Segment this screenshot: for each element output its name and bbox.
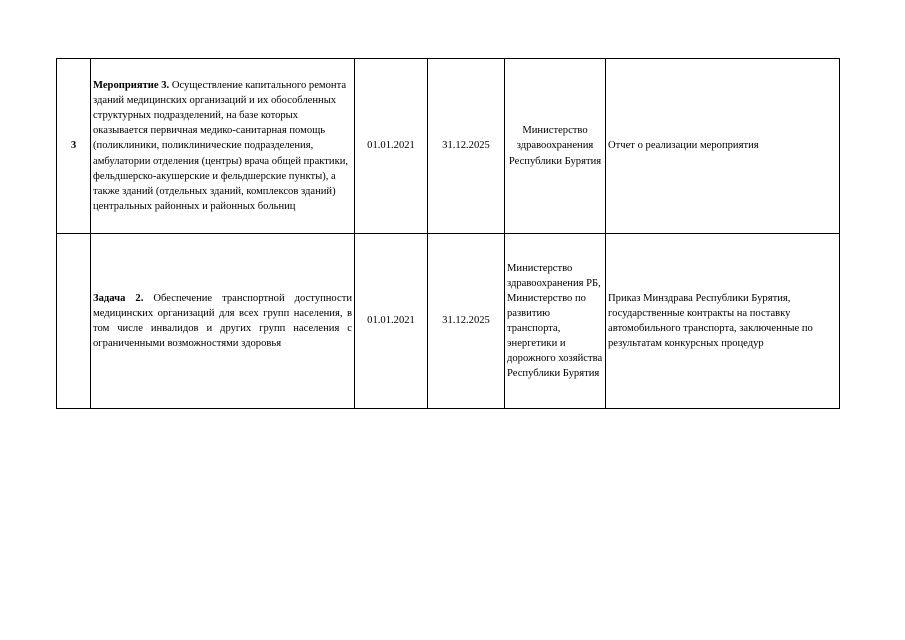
table-row	[57, 59, 840, 234]
end-date: 31.12.2025	[428, 234, 505, 409]
executor: Министерство здравоохранения Республики Бурятия	[505, 59, 606, 234]
row-number: 3	[57, 59, 91, 234]
row-number	[57, 234, 91, 409]
executor: Министерство здравоохранения РБ, Министерство по развитию транспорта, энергетики и дорожного хозяйства Республики Бурятия	[505, 234, 606, 409]
task-description-cell	[91, 234, 355, 409]
activities-table	[56, 58, 840, 409]
expected-result: Приказ Минздрава Республики Бурятия, государственные контракты на поставку автомобильного транспорта, заключенные по результатам конкурсных процедур	[606, 234, 840, 409]
end-date: 31.12.2025	[428, 59, 505, 234]
start-date: 01.01.2021	[355, 234, 428, 409]
activity-title: Мероприятие 3.	[93, 80, 170, 92]
activity-description-cell	[91, 59, 355, 234]
table-row	[57, 234, 840, 409]
activity-description: Осуществление капитального ремонта зданий медицинских организаций и их обособленных структурных подразделений, на базе которых оказывается первичная медико-санитарная помощь (поликлиники, поликлинические подразделения, амбулатории отделения (центры) врача общей практики, фельдшерско-акушерские и фельдшерские пункты), а также зданий (отдельных зданий, комплексов зданий) центральных районных и районных больниц	[93, 80, 349, 212]
task-description: Обеспечение транспортной доступности медицинских организаций для всех групп населения, в том числе инвалидов и других групп населения с ограниченными возможностями здоровья	[93, 292, 352, 350]
start-date: 01.01.2021	[355, 59, 428, 234]
expected-result: Отчет о реализации мероприятия	[606, 59, 840, 234]
task-title: Задача 2.	[93, 292, 144, 304]
